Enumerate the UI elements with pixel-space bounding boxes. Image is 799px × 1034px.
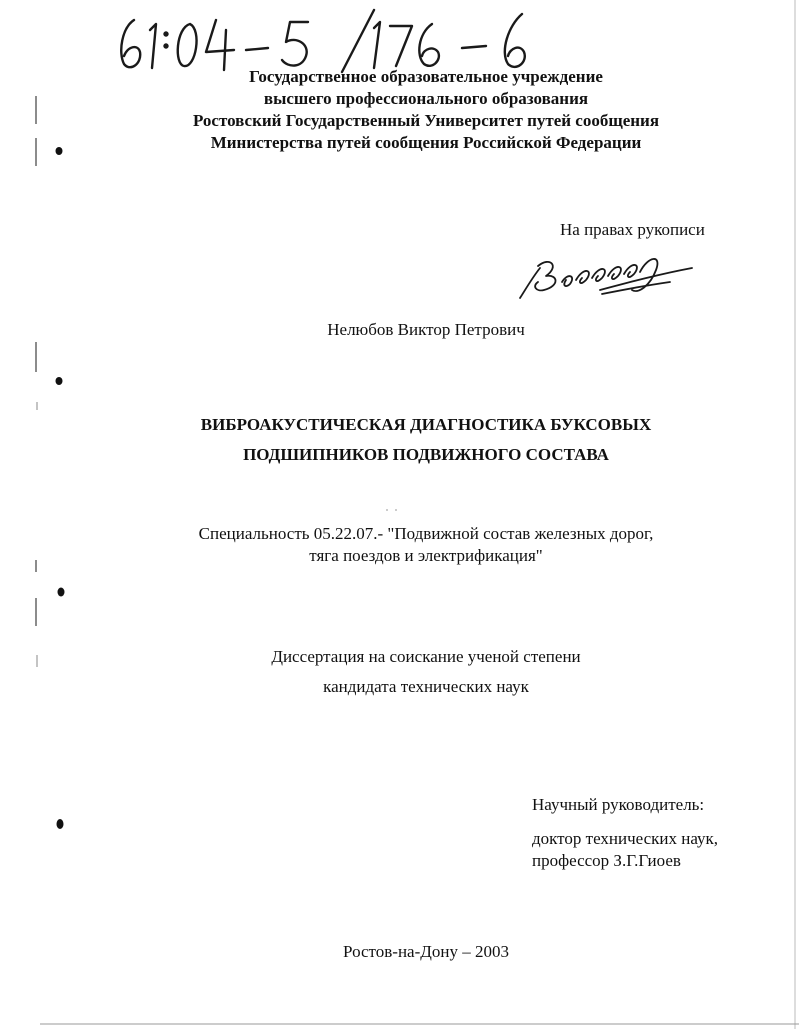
- manuscript-rights-note: На правах рукописи: [560, 220, 705, 239]
- institution-line: высшего профессионального образования: [263, 89, 589, 108]
- city-year: Ростов-на-Дону – 2003: [343, 942, 509, 961]
- author-signature: [510, 236, 700, 306]
- institution-line: Министерства путей сообщения Российской Федерации: [210, 133, 642, 152]
- supervisor-line: доктор технических наук,: [532, 829, 719, 848]
- specialty-block: [0, 523, 799, 567]
- dissertation-title: [0, 410, 799, 470]
- institution-header: [120, 66, 732, 154]
- supervisor-block: [532, 794, 772, 872]
- degree-block: [0, 642, 799, 702]
- degree-line: Диссертация на соискание ученой степени: [271, 647, 581, 666]
- specialty-line: тяга поездов и электрификация": [309, 546, 543, 565]
- author-name: Нелюбов Виктор Петрович: [327, 320, 525, 339]
- title-line: ВИБРОАКУСТИЧЕСКАЯ ДИАГНОСТИКА БУКСОВЫХ: [200, 415, 652, 434]
- supervisor-label: Научный руководитель:: [532, 795, 705, 814]
- institution-line: Государственное образовательное учреждение: [249, 67, 603, 86]
- degree-line: кандидата технических наук: [323, 677, 529, 696]
- specialty-line: Специальность 05.22.07.- "Подвижной состав железных дорог,: [198, 524, 654, 543]
- institution-line: Ростовский Государственный Университет путей сообщения: [192, 111, 660, 130]
- title-line: ПОДШИПНИКОВ ПОДВИЖНОГО СОСТАВА: [243, 445, 609, 464]
- supervisor-line: профессор З.Г.Гиоев: [532, 851, 681, 870]
